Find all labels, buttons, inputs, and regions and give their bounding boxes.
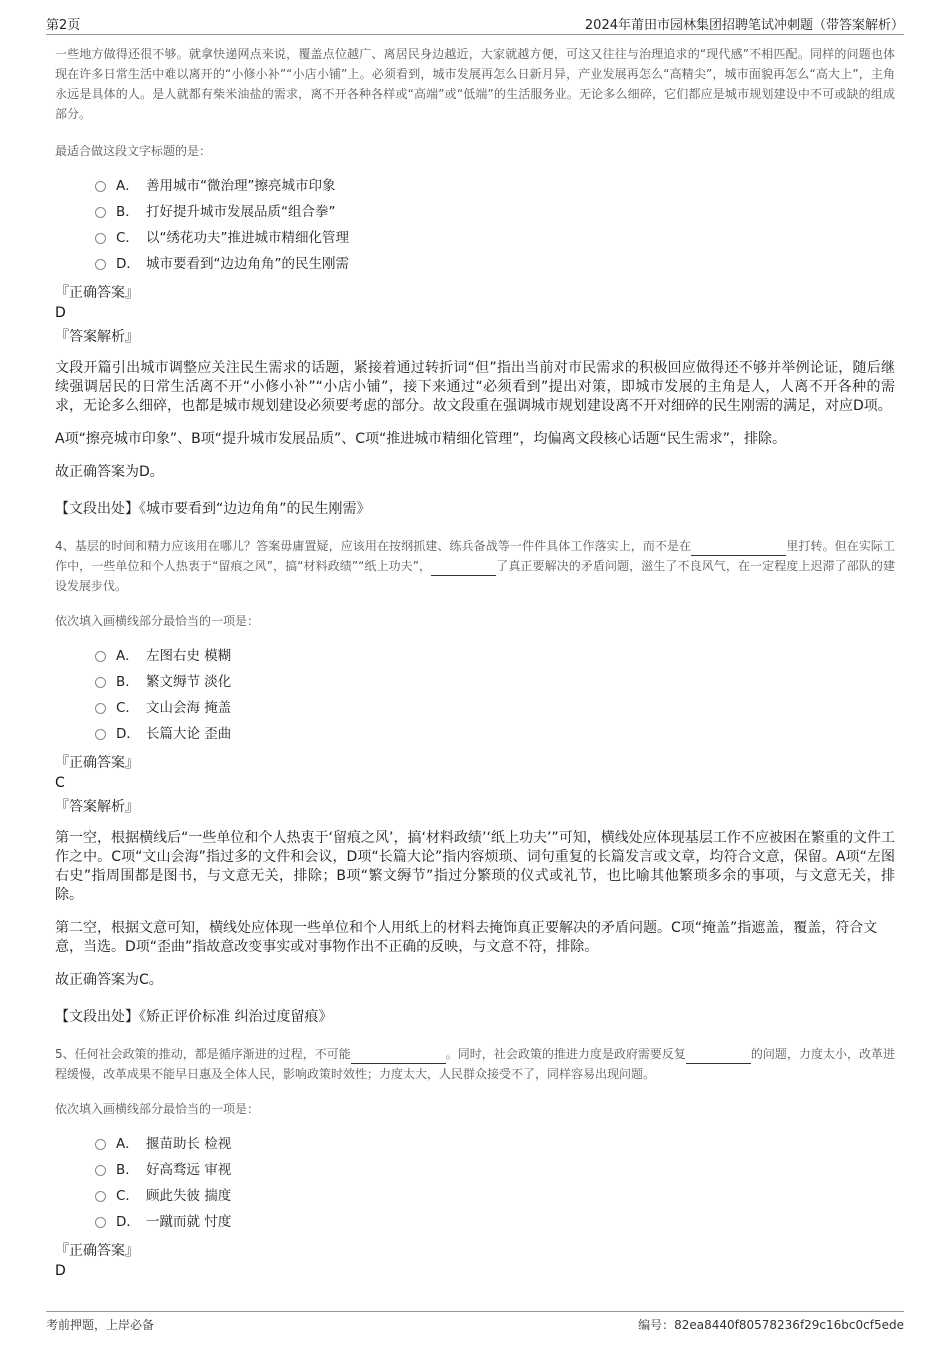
q4-option-d[interactable]: D． 长篇大论 歪曲 <box>95 721 895 747</box>
q5-answer-label: 『正确答案』 <box>55 1243 139 1259</box>
q4-analysis-label: 『答案解析』 <box>55 799 139 815</box>
footer-slogan: 考前押题，上岸必备 <box>46 1318 155 1332</box>
q3-prompt: 最适合做这段文字标题的是： <box>55 144 212 158</box>
q4-option-c[interactable]: C． 文山会海 掩盖 <box>95 695 895 721</box>
radio-icon[interactable] <box>95 1191 106 1202</box>
q3-option-b[interactable]: B． 打好提升城市发展品质“组合拳” <box>95 199 895 225</box>
q3-option-a[interactable]: A． 善用城市“微治理”擦亮城市印象 <box>95 173 895 199</box>
q3-analysis-label: 『答案解析』 <box>55 329 139 345</box>
document-title: 2024年莆田市园林集团招聘笔试冲刺题（带答案解析） <box>584 18 904 33</box>
q4-answer: C <box>55 775 65 791</box>
document-code: 编号：82ea8440f80578236f29c16bc0cf5ede <box>638 1318 904 1332</box>
q4-conclusion: 故正确答案为C。 <box>55 972 163 988</box>
page-content <box>55 44 895 1281</box>
radio-icon[interactable] <box>95 677 106 688</box>
q4-options <box>95 643 895 747</box>
q3-answer: D <box>55 305 66 321</box>
q4-source: 【文段出处】《矫正评价标准 纠治过度留痕》 <box>55 1009 333 1025</box>
radio-icon[interactable] <box>95 259 106 270</box>
q3-option-c[interactable]: C． 以“绣花功夫”推进城市精细化管理 <box>95 225 895 251</box>
q5-answer: D <box>55 1263 66 1279</box>
q5-options <box>95 1131 895 1235</box>
radio-icon[interactable] <box>95 703 106 714</box>
radio-icon[interactable] <box>95 729 106 740</box>
q4-analysis-1: 第一空，根据横线后“一些单位和个人热衷于‘留痕之风’，搞‘材料政绩’‘纸上功夫’”可知，横线处应体现基层工作不应被困在繁重的文件工作之中。C项“文山会海”指过多的文件和会议，D项“长篇大论”指内容烦琐、词句重复的长篇发言或文章，均符合文意，保留。A项“左图右史”指周围都是图书，与文意无关，排除；B项“繁文缛节”指过分繁琐的仪式或礼节，也比喻其他繁琐多余的事项，与文意无关，排除。 <box>55 830 895 903</box>
radio-icon[interactable] <box>95 651 106 662</box>
q4-option-b[interactable]: B． 繁文缛节 淡化 <box>95 669 895 695</box>
intro-passage: 一些地方做得还很不够。就拿快递网点来说，覆盖点位越广、离居民身边越近，大家就越方便，可这又往往与治理追求的“现代感”不相匹配。同样的问题也体现在许多日常生活中难以离开的“小修小补”“小店小铺”上。必须看到，城市发展再怎么日新月异，产业发展再怎么“高精尖”，城市面貌再怎么“高大上”，主角永远是具体的人。是人就都有柴米油盐的需求，离不开各种各样或“高端”或“低端”的生活服务业。无论多么细碎，它们都应是城市规划建设中不可或缺的组成部分。 <box>55 47 895 121</box>
q4-stem: 4、基层的时间和精力应该用在哪儿？答案毋庸置疑，应该用在按纲抓建、练兵备战等一件件具体工作落实上，而不是在 里打转。但在实际工作中，一些单位和个人热衷于“留痕之风”，搞“材料政绩”“纸上功夫”， 了真正要解决的矛盾问题，滋生了不良风气，在一定程度上迟滞了部队的建设发展步伐。 <box>55 539 895 593</box>
radio-icon[interactable] <box>95 181 106 192</box>
q3-analysis-1: 文段开篇引出城市调整应关注民生需求的话题，紧接着通过转折词“但”指出当前对市民需求的积极回应做得还不够并举例论证，随后继续强调居民的日常生活离不开“小修小补”“小店小铺”，接下来通过“必须看到”提出对策，即城市发展的主角是人，人离不开各种的需求，无论多么细碎，也都是城市规划建设必须要考虑的部分。故文段重在强调城市规划建设离不开对细碎的民生刚需的满足，对应D项。 <box>55 360 895 414</box>
q5-prompt: 依次填入画横线部分最恰当的一项是： <box>55 1102 260 1116</box>
q3-analysis-2: A项“擦亮城市印象”、B项“提升城市发展品质”、C项“推进城市精细化管理”，均偏离文段核心话题“民生需求”，排除。 <box>55 431 786 447</box>
page-number: 第2页 <box>46 18 81 33</box>
q3-options <box>95 173 895 277</box>
q5-blank-2 <box>686 1049 751 1064</box>
q5-option-d[interactable]: D． 一蹴而就 忖度 <box>95 1209 895 1235</box>
q4-analysis-2: 第二空，根据文意可知，横线处应体现一些单位和个人用纸上的材料去掩饰真正要解决的矛盾问题。C项“掩盖”指遮盖，覆盖，符合文意，当选。D项“歪曲”指故意改变事实或对事物作出不正确的反映，与文意不符，排除。 <box>55 920 878 955</box>
q3-option-d[interactable]: D． 城市要看到“边边角角”的民生刚需 <box>95 251 895 277</box>
q3-answer-label: 『正确答案』 <box>55 285 139 301</box>
q3-source: 【文段出处】《城市要看到“边边角角”的民生刚需》 <box>55 501 371 517</box>
q4-blank-2 <box>431 561 496 576</box>
q5-blank-1 <box>351 1049 446 1064</box>
q4-blank-1 <box>691 541 786 556</box>
page-footer <box>46 1311 904 1336</box>
q3-conclusion: 故正确答案为D。 <box>55 464 164 480</box>
q5-option-c[interactable]: C． 顾此失彼 揣度 <box>95 1183 895 1209</box>
q5-option-b[interactable]: B． 好高骛远 审视 <box>95 1157 895 1183</box>
q4-option-a[interactable]: A． 左图右史 模糊 <box>95 643 895 669</box>
radio-icon[interactable] <box>95 1139 106 1150</box>
radio-icon[interactable] <box>95 1165 106 1176</box>
q5-stem: 5、任何社会政策的推动，都是循序渐进的过程，不可能 。同时，社会政策的推进力度是政府需要反复 的问题，力度太小，改革进程缓慢，改革成果不能早日惠及全体人民，影响政策时效性；力度太大，人民群众接受不了，同样容易出现问题。 <box>55 1047 895 1081</box>
q5-option-a[interactable]: A． 揠苗助长 检视 <box>95 1131 895 1157</box>
q4-answer-label: 『正确答案』 <box>55 755 139 771</box>
page-header <box>46 12 904 35</box>
radio-icon[interactable] <box>95 1217 106 1228</box>
q4-prompt: 依次填入画横线部分最恰当的一项是： <box>55 614 260 628</box>
radio-icon[interactable] <box>95 233 106 244</box>
radio-icon[interactable] <box>95 207 106 218</box>
